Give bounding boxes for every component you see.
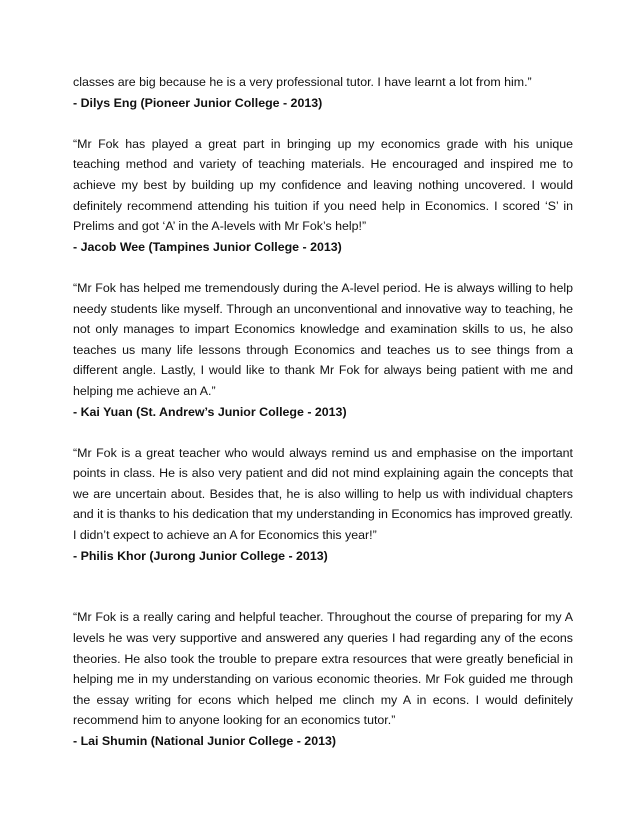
testimonial-quote: “Mr Fok has helped me tremendously during the A-level period. He is always willing to help needy students like myself. Through an unconventional and innovative way to teaching, he not only manages to impart Economics knowledge and examination skills to us, he also teaches us many life lessons through Economics and teaches us to see things from a different angle. Lastly, I would like to thank Mr Fok for always being patient with me and helping me achieve an A.” <box>73 280 573 398</box>
testimonial-author: - Lai Shumin (National Junior College - 2013) <box>73 734 336 748</box>
testimonial-quote: classes are big because he is a very professional tutor. I have learnt a lot from him.” <box>73 75 532 89</box>
testimonial-author: - Dilys Eng (Pioneer Junior College - 2013) <box>73 95 323 110</box>
testimonial-quote: “Mr Fok is a great teacher who would always remind us and emphasise on the important points in class. He is also very patient and did not mind explaining again the concepts that we are uncertain about. Besides that, he is also willing to help us with individual chapters and it is thanks to his dedication that my understanding in Economics has improved greatly. I didn’t expect to achieve an A for Economics this year!” <box>73 445 573 543</box>
testimonial <box>73 607 573 751</box>
testimonial-quote: “Mr Fok is a really caring and helpful teacher. Throughout the course of preparing for my A levels he was very supportive and answered any queries I had regarding any of the econs theories. He also took the trouble to prepare extra resources that were greatly beneficial in helping me in my understanding on various economic theories. Mr Fok guided me through the essay writing for econs which helped me clinch my A in econs. I would definitely recommend him to anyone looking for an economics tutor.” <box>73 610 573 728</box>
testimonials-body <box>73 72 573 752</box>
paragraph-spacer <box>73 566 573 607</box>
testimonial-quote: “Mr Fok has played a great part in bringing up my economics grade with his unique teaching method and variety of teaching materials. He encouraged and inspired me to achieve my best by building up my confidence and leaving nothing uncovered. I would definitely recommend attending his tuition if you need help in Economics. I scored ‘S’ in Prelims and got ‘A’ in the A-levels with Mr Fok’s help!” <box>73 136 573 234</box>
testimonial <box>73 134 573 258</box>
paragraph-spacer <box>73 113 573 134</box>
paragraph-spacer <box>73 257 573 278</box>
testimonial-author: - Kai Yuan (St. Andrew’s Junior College - 2013) <box>73 404 347 419</box>
testimonial-author: - Philis Khor (Jurong Junior College - 2013) <box>73 548 328 563</box>
testimonial <box>73 278 573 422</box>
paragraph-spacer <box>73 422 573 443</box>
testimonial <box>73 72 573 113</box>
testimonial-author: - Jacob Wee (Tampines Junior College - 2013) <box>73 239 342 254</box>
testimonial <box>73 443 573 567</box>
